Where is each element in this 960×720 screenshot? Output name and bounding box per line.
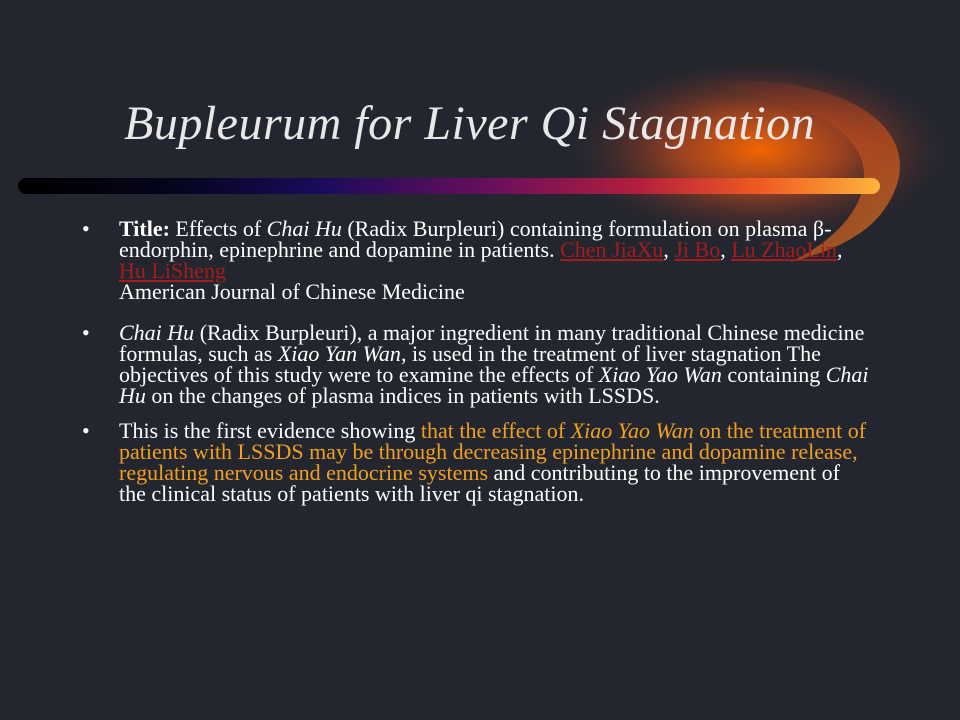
- text-run: and contributing to the improvement of the clinical status of patients with liver qi stagnation.: [119, 460, 840, 506]
- bullet-conclusion: [82, 420, 872, 504]
- text-run: , is used in the treatment of liver stagnation The objectives of this study were to examine the effects of: [119, 341, 821, 387]
- separator: ,: [720, 237, 732, 262]
- formula-name: Xiao Yan Wan: [277, 341, 401, 366]
- text-run: Effects of: [169, 216, 267, 241]
- highlight-text: that the effect of: [420, 418, 571, 443]
- title-label: Title:: [119, 216, 170, 241]
- text-run: This is the first evidence showing: [119, 418, 421, 443]
- journal-name: American Journal of Chinese Medicine: [119, 279, 465, 304]
- text-run: on the changes of plasma indices in patients with LSSDS.: [145, 383, 660, 408]
- herb-name: Chai Hu: [119, 320, 195, 345]
- highlight-text: on the treatment of patients with LSSDS may be through decreasing epinephrine and dopamine release, regulating nervous and endocrine systems: [119, 418, 867, 485]
- text-run: (Radix Burpleuri), a major ingredient in many traditional Chinese medicine formulas, such as: [119, 320, 865, 366]
- author-link-2[interactable]: Ji Bo: [674, 237, 721, 262]
- herb-name: Chai Hu: [266, 216, 342, 241]
- separator: ,: [663, 237, 675, 262]
- text-run: containing: [721, 362, 826, 387]
- author-link-3[interactable]: Lu ZhaoLin: [731, 237, 837, 262]
- herb-name: Chai Hu: [119, 362, 869, 408]
- bullet-citation: [82, 218, 872, 302]
- bullet-background: [82, 322, 872, 406]
- slide-body: [82, 218, 872, 504]
- author-link-1[interactable]: Chen JiaXu: [560, 237, 664, 262]
- formula-name: Xiao Yao Wan: [570, 418, 694, 443]
- separator: ,: [836, 237, 843, 262]
- text-run: (Radix Burpleuri) containing formulation on plasma β-endorphin, epinephrine and dopamine in patients.: [119, 216, 832, 262]
- formula-name: Xiao Yao Wan: [598, 362, 722, 387]
- author-link-4[interactable]: Hu LiSheng: [119, 258, 226, 283]
- divider-bar: [18, 178, 880, 194]
- slide-title: Bupleurum for Liver Qi Stagnation: [124, 97, 816, 150]
